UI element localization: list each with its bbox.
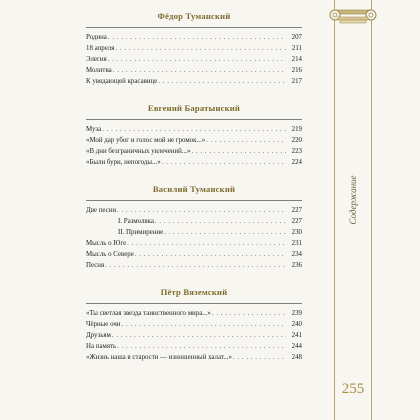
toc-entry[interactable]: [86, 135, 302, 146]
entry-title: К увядающей красавице: [86, 78, 158, 85]
dot-leader: [135, 249, 286, 260]
dot-leader: [127, 238, 286, 249]
entry-title: Элегия: [86, 56, 107, 63]
toc-entry[interactable]: [86, 54, 302, 65]
entry-page-number: 231: [291, 240, 302, 247]
dot-leader: [115, 43, 286, 54]
entry-page-number: 241: [291, 332, 302, 339]
entry-page-number: 230: [291, 229, 302, 236]
section-divider: [86, 119, 302, 120]
section-divider: [86, 200, 302, 201]
dot-leader: [117, 205, 286, 216]
toc-entry[interactable]: [86, 216, 302, 227]
author-heading: Фёдор Туманский: [157, 11, 231, 21]
dot-leader: [206, 135, 286, 146]
toc-entry[interactable]: [86, 330, 302, 341]
toc-entry[interactable]: [86, 157, 302, 168]
entry-title: Родина: [86, 34, 107, 41]
toc-section: [86, 286, 302, 363]
entry-title: Мысль о Юге: [86, 240, 127, 247]
section-divider: [86, 303, 302, 304]
running-head-text: Содержание: [348, 175, 358, 225]
entry-page-number: 234: [291, 251, 302, 258]
toc-entry[interactable]: [86, 43, 302, 54]
page-number: 255: [341, 381, 365, 397]
running-head: [339, 140, 367, 260]
dot-leader: [122, 319, 286, 330]
dot-leader: [164, 227, 286, 238]
entry-page-number: 248: [291, 354, 302, 361]
entry-page-number: 227: [291, 218, 302, 225]
entry-title: Две песни: [86, 207, 117, 214]
dot-leader: [155, 216, 286, 227]
entry-title: Муза: [86, 126, 102, 133]
toc-entry[interactable]: [86, 341, 302, 352]
entry-page-number: 214: [291, 56, 302, 63]
entry-title: «Были бури, непогоды...»: [86, 159, 161, 166]
toc-entry[interactable]: [86, 146, 302, 157]
entry-page-number: 211: [291, 45, 302, 52]
toc-section: [86, 10, 302, 87]
dot-leader: [117, 341, 286, 352]
dot-leader: [108, 32, 286, 43]
entry-title: На память: [86, 343, 117, 350]
toc-entry[interactable]: [86, 76, 302, 87]
entry-title: 18 апреля: [86, 45, 115, 52]
entry-title: «Мой дар убог и голос мой не громок...»: [86, 137, 206, 144]
dot-leader: [105, 260, 286, 271]
toc-entry[interactable]: [86, 260, 302, 271]
table-of-contents: [86, 10, 302, 378]
dot-leader: [162, 157, 286, 168]
entry-title: I. Размолвка: [118, 218, 154, 225]
entry-page-number: 223: [291, 148, 302, 155]
toc-entry[interactable]: [86, 205, 302, 216]
dot-leader: [113, 65, 286, 76]
toc-entry[interactable]: [86, 352, 302, 363]
toc-entry[interactable]: [86, 319, 302, 330]
dot-leader: [212, 308, 286, 319]
dot-leader: [108, 54, 286, 65]
toc-entry[interactable]: [86, 32, 302, 43]
entry-page-number: 240: [291, 321, 302, 328]
entry-title: II. Примирение: [118, 229, 164, 236]
dot-leader: [233, 352, 286, 363]
entry-page-number: 236: [291, 262, 302, 269]
entry-page-number: 244: [291, 343, 302, 350]
entry-page-number: 227: [291, 207, 302, 214]
toc-entry[interactable]: [86, 249, 302, 260]
toc-entry[interactable]: [86, 124, 302, 135]
entry-title: «Жизнь наша в старости — изношенный халат...»: [86, 354, 232, 361]
toc-section: [86, 102, 302, 168]
toc-section: [86, 183, 302, 271]
entry-page-number: 217: [291, 78, 302, 85]
toc-entry[interactable]: [86, 227, 302, 238]
entry-page-number: 216: [291, 67, 302, 74]
entry-title: Друзьям: [86, 332, 111, 339]
entry-title: Чёрные очи: [86, 321, 121, 328]
entry-title: Молитва: [86, 67, 112, 74]
entry-page-number: 224: [291, 159, 302, 166]
section-divider: [86, 27, 302, 28]
dot-leader: [102, 124, 286, 135]
dot-leader: [112, 330, 286, 341]
entry-title: Песня: [86, 262, 105, 269]
author-heading: Евгений Баратынский: [147, 103, 241, 113]
entry-page-number: 220: [291, 137, 302, 144]
toc-entry[interactable]: [86, 238, 302, 249]
entry-title: Мысль о Севере: [86, 251, 134, 258]
entry-page-number: 239: [291, 310, 302, 317]
author-heading: Пётр Вяземский: [160, 287, 228, 297]
entry-title: «Ты светлая звезда таинственного мира...»: [86, 310, 211, 317]
dot-leader: [191, 146, 286, 157]
author-heading: Василий Туманский: [152, 184, 236, 194]
toc-entry[interactable]: [86, 308, 302, 319]
toc-entry[interactable]: [86, 65, 302, 76]
entry-title: «В дни безграничных увлечений...»: [86, 148, 191, 155]
entry-page-number: 207: [291, 34, 302, 41]
entry-page-number: 219: [291, 126, 302, 133]
ionic-capital-ornament-icon: [326, 8, 380, 24]
dot-leader: [158, 76, 286, 87]
